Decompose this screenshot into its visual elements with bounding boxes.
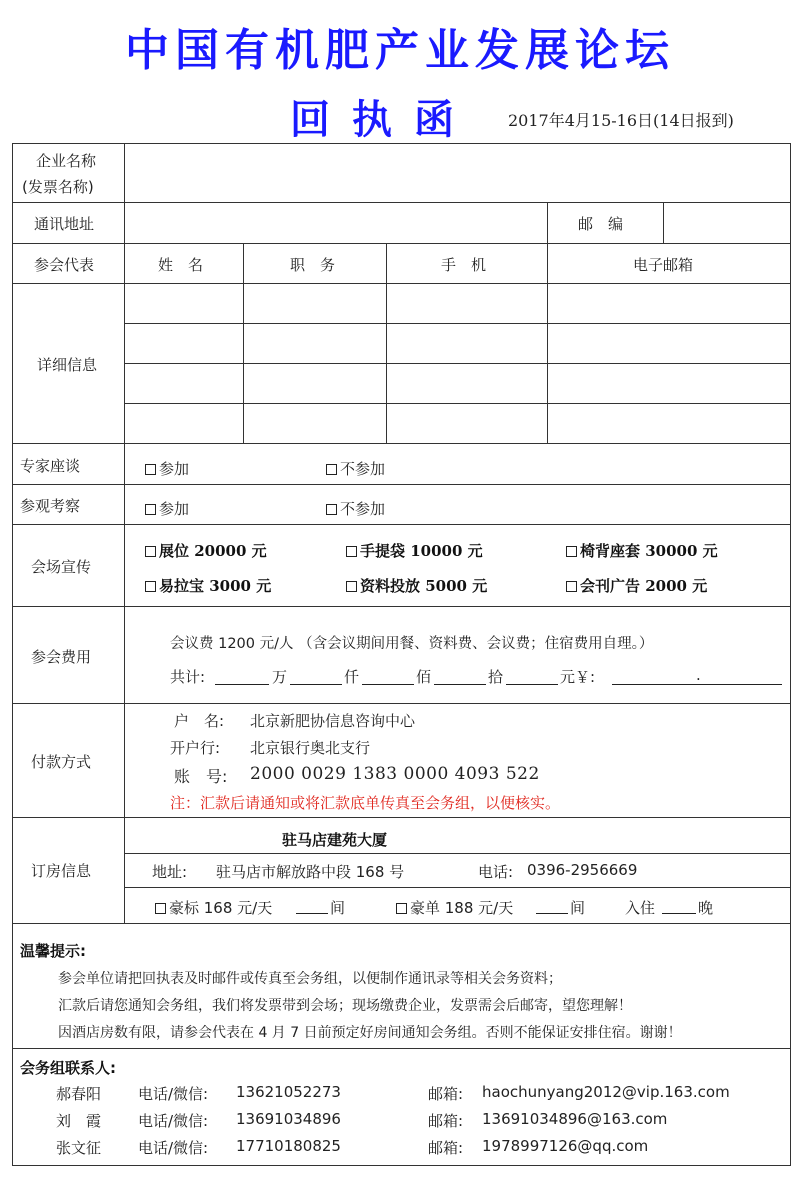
form-subtitle: 回执函 — [290, 97, 476, 143]
contact-phone-label: 电话/微信: — [138, 1112, 209, 1130]
bank-name: 北京银行奥北支行 — [250, 739, 371, 757]
delegate-position-cell[interactable] — [246, 406, 384, 441]
checkbox[interactable] — [396, 903, 407, 914]
fee-description: 会议费 1200 元/人 （含会议期间用餐、资料费、会议费；住宿费用自理。） — [170, 636, 654, 652]
reminder-line: 参会单位请把回执表及时邮件或传真至会务组，以便制作通讯录等相关会务资料； — [58, 971, 562, 987]
contacts-title: 会务组联系人: — [20, 1059, 116, 1077]
promotion-seat-cover-option[interactable] — [566, 540, 718, 561]
delegate-position-cell[interactable] — [246, 366, 384, 401]
column-header-mobile: 手 机 — [441, 256, 487, 274]
row-divider — [12, 817, 791, 818]
delegate-email-cell[interactable] — [550, 406, 788, 441]
account-number-label: 账 号: — [174, 767, 228, 786]
postcode-field[interactable] — [667, 205, 787, 240]
row-divider — [124, 403, 791, 404]
delegate-email-cell[interactable] — [550, 286, 788, 321]
column-divider — [243, 243, 244, 443]
visit-attend-option[interactable] — [145, 498, 189, 519]
nights-blank[interactable] — [662, 913, 696, 914]
promotion-journal-ad-option[interactable] — [566, 575, 707, 596]
contact-phone: 17710180825 — [236, 1137, 341, 1155]
hotel-address-label: 地址: — [152, 863, 188, 881]
delegate-mobile-cell[interactable] — [389, 326, 545, 361]
contact-phone: 13691034896 — [236, 1110, 341, 1128]
row-divider — [12, 606, 791, 607]
checkbox[interactable] — [145, 546, 156, 557]
details-label: 详细信息 — [37, 356, 98, 374]
total-label: 共计: — [170, 668, 206, 686]
hotel-phone-label: 电话: — [478, 863, 514, 881]
contact-phone-label: 电话/微信: — [138, 1139, 209, 1157]
contact-name: 刘 霞 — [56, 1112, 102, 1130]
form-title: 中国有机肥产业发展论坛 — [125, 25, 675, 76]
row-divider — [12, 484, 791, 485]
delegate-name-cell[interactable] — [127, 366, 241, 401]
unit-wan: 万 — [272, 668, 288, 686]
contact-name: 郝春阳 — [56, 1085, 102, 1103]
contact-email-label: 邮箱: — [428, 1085, 464, 1103]
column-header-name: 姓 名 — [158, 256, 204, 274]
contact-phone-label: 电话/微信: — [138, 1085, 209, 1103]
room-unit: 间 — [330, 899, 346, 917]
checkbox[interactable] — [346, 581, 357, 592]
row-divider — [124, 887, 791, 888]
standard-room-option[interactable] — [155, 897, 272, 918]
contact-email-label: 邮箱: — [428, 1139, 464, 1157]
amount-bai-blank[interactable] — [362, 684, 414, 685]
unit-shi: 拾 — [488, 668, 504, 686]
checkbox[interactable] — [155, 903, 166, 914]
row-divider — [124, 323, 791, 324]
promotion-material-option[interactable] — [346, 575, 487, 596]
company-name-field[interactable] — [128, 146, 788, 200]
delegates-label: 参会代表 — [34, 256, 95, 274]
option-label: 易拉宝 3000 元 — [159, 577, 272, 595]
column-header-position: 职 务 — [290, 256, 336, 274]
amount-qian-blank[interactable] — [290, 684, 342, 685]
event-date: 2017年4月15-16日(14日报到) — [508, 111, 734, 130]
single-room-option[interactable] — [396, 897, 513, 918]
delegate-mobile-cell[interactable] — [389, 366, 545, 401]
reminder-line: 汇款后请您通知会务组，我们将发票带到会场；现场缴费企业，发票需会后邮寄，望您理解！ — [58, 998, 632, 1014]
address-field[interactable] — [128, 205, 544, 240]
checkbox[interactable] — [566, 546, 577, 557]
delegate-name-cell[interactable] — [127, 326, 241, 361]
promotion-rollup-option[interactable] — [145, 575, 271, 596]
option-label: 椅背座套 30000 元 — [580, 542, 718, 560]
account-name: 北京新肥协信息咨询中心 — [250, 712, 416, 730]
contact-email[interactable]: 1978997126@qq.com — [482, 1137, 649, 1155]
option-label: 资料投放 5000 元 — [360, 577, 488, 595]
option-label: 手提袋 10000 元 — [360, 542, 483, 560]
expert-talk-label: 专家座谈 — [20, 457, 81, 475]
option-label: 不参加 — [340, 500, 386, 518]
hotel-phone: 0396-2956669 — [527, 861, 638, 879]
delegate-position-cell[interactable] — [246, 326, 384, 361]
row-divider — [12, 923, 791, 924]
reminder-line: 因酒店房数有限，请参会代表在 4 月 7 日前预定好房间通知会务组。否则不能保证安排住宿。谢谢！ — [58, 1025, 682, 1041]
unit-yuan: 元￥: — [560, 668, 596, 686]
checkin-label: 入住 — [625, 899, 656, 917]
row-divider — [12, 283, 791, 284]
postcode-label: 邮 编 — [578, 215, 624, 233]
single-room-count-blank[interactable] — [536, 913, 568, 914]
row-divider — [124, 853, 791, 854]
amount-wan-blank[interactable] — [215, 684, 269, 685]
column-divider — [663, 202, 664, 243]
amount-yuan-blank[interactable] — [506, 684, 558, 685]
column-divider — [124, 143, 125, 923]
unit-qian: 仟 — [344, 668, 360, 686]
checkbox[interactable] — [326, 504, 337, 515]
promotion-booth-option[interactable] — [145, 540, 267, 561]
payment-label: 付款方式 — [31, 753, 92, 771]
delegate-mobile-cell[interactable] — [389, 406, 545, 441]
hotel-label: 订房信息 — [31, 862, 92, 880]
row-divider — [12, 703, 791, 704]
address-label: 通讯地址 — [34, 215, 95, 233]
account-name-label: 户 名: — [174, 712, 225, 730]
row-divider — [12, 202, 791, 203]
contact-email[interactable]: 13691034896@163.com — [482, 1110, 668, 1128]
delegate-name-cell[interactable] — [127, 406, 241, 441]
expert-talk-decline-option[interactable] — [326, 458, 385, 479]
account-number: 2000 0029 1383 0000 4093 522 — [250, 764, 540, 784]
fees-label: 参会费用 — [31, 648, 92, 666]
company-label: 企业名称 — [36, 152, 97, 170]
amount-total-blank[interactable] — [612, 684, 782, 685]
column-header-email: 电子邮箱 — [633, 256, 694, 274]
unit-bai: 佰 — [416, 668, 432, 686]
checkbox[interactable] — [145, 504, 156, 515]
option-label: 参加 — [159, 460, 190, 478]
contact-email-label: 邮箱: — [428, 1112, 464, 1130]
checkbox[interactable] — [566, 581, 577, 592]
row-divider — [12, 524, 791, 525]
hotel-name: 驻马店建苑大厦 — [282, 831, 388, 849]
option-label: 参加 — [159, 500, 190, 518]
promotion-label: 会场宣传 — [31, 558, 92, 576]
row-divider — [12, 443, 791, 444]
standard-room-count-blank[interactable] — [296, 913, 328, 914]
checkbox[interactable] — [145, 581, 156, 592]
row-divider — [12, 1048, 791, 1049]
bank-label: 开户行: — [170, 739, 221, 757]
contact-phone: 13621052273 — [236, 1083, 341, 1101]
row-divider — [12, 243, 791, 244]
hotel-address: 驻马店市解放路中段 168 号 — [216, 863, 405, 881]
expert-talk-attend-option[interactable] — [145, 458, 189, 479]
promotion-handbag-option[interactable] — [346, 540, 483, 561]
option-label: 豪单 188 元/天 — [410, 899, 514, 917]
checkbox[interactable] — [145, 464, 156, 475]
column-divider — [547, 202, 548, 443]
contact-email[interactable]: haochunyang2012@vip.163.com — [482, 1083, 730, 1101]
delegate-email-cell[interactable] — [550, 326, 788, 361]
delegate-mobile-cell[interactable] — [389, 286, 545, 321]
option-label: 豪标 168 元/天 — [169, 899, 273, 917]
delegate-email-cell[interactable] — [550, 366, 788, 401]
option-label: 展位 20000 元 — [159, 542, 267, 560]
delegate-name-cell[interactable] — [127, 286, 241, 321]
checkbox[interactable] — [346, 546, 357, 557]
visit-label: 参观考察 — [20, 497, 81, 515]
visit-decline-option[interactable] — [326, 498, 385, 519]
room-unit: 间 — [570, 899, 586, 917]
invoice-label: (发票名称) — [22, 178, 94, 196]
checkbox[interactable] — [326, 464, 337, 475]
reminder-title: 温馨提示: — [20, 942, 86, 960]
payment-note: 注：汇款后请通知或将汇款底单传真至会务组，以便核实。 — [170, 794, 561, 812]
option-label: 会刊广告 2000 元 — [580, 577, 708, 595]
column-divider — [386, 243, 387, 443]
row-divider — [124, 363, 791, 364]
amount-shi-blank[interactable] — [434, 684, 486, 685]
option-label: 不参加 — [340, 460, 386, 478]
night-unit: 晚 — [698, 899, 714, 917]
decimal-point: . — [696, 666, 701, 684]
contact-name: 张文征 — [56, 1139, 102, 1157]
delegate-position-cell[interactable] — [246, 286, 384, 321]
